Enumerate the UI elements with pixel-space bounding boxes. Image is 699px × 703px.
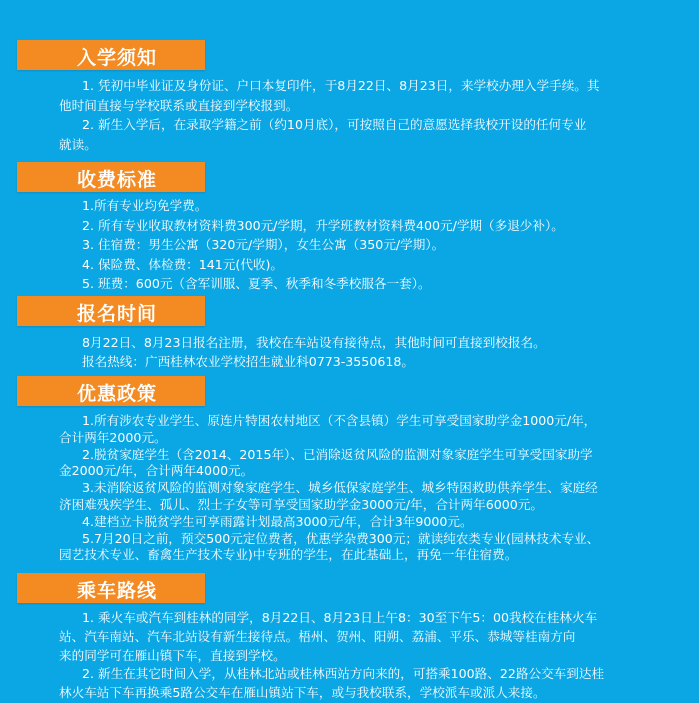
section-header-transport bbox=[17, 573, 205, 603]
text-line: 4. 保险费、体检费：141元(代收)。 bbox=[82, 256, 284, 272]
text-line: 1.所有专业均免学费。 bbox=[82, 198, 208, 213]
text-line: 8月22日、8月23日报名注册，我校在车站设有接待点，其他时间可直接到校报名。 bbox=[82, 335, 546, 350]
text-line: 他时间直接与学校联系或直接到学校报到。 bbox=[59, 97, 299, 113]
section-header-enrollment bbox=[17, 40, 205, 70]
text-line: 3.未消除返贫风险的监测对象家庭学生、城乡低保家庭学生、城乡特困救助供养学生、家庭经 bbox=[82, 480, 598, 496]
section-title: 收费标准 bbox=[77, 169, 158, 191]
section-title: 优惠政策 bbox=[77, 383, 158, 405]
section-body-registration bbox=[82, 333, 699, 371]
text-line: 报名热线：广西桂林农业学校招生就业科0773-3550618。 bbox=[82, 354, 414, 369]
text-line: 来的同学可在雁山镇下车，直接到学校。 bbox=[59, 647, 286, 663]
section-title: 报名时间 bbox=[77, 303, 158, 325]
text-line: 2. 新生入学后，在录取学籍之前（约10月底），可按照自己的意愿选择我校开设的任何专业 bbox=[82, 117, 587, 133]
section-body-policies bbox=[59, 413, 679, 564]
text-line: 2. 所有专业收取教材资料费300元/学期，升学班教材资料费400元/学期（多退少补）。 bbox=[82, 217, 564, 233]
section-body-fees bbox=[82, 196, 699, 294]
text-line: 合计两年2000元。 bbox=[59, 429, 167, 445]
section-body-enrollment bbox=[59, 76, 679, 154]
text-line: 2. 新生在其它时间入学，从桂林北站或桂林西站方向来的，可搭乘100路、22路公交车到达桂 bbox=[82, 666, 605, 682]
text-line: 就读。 bbox=[59, 136, 97, 152]
text-line: 5.7月20日之前，预交500元定位费者，优惠学杂费300元；就读纯农类专业(园林技术专业、 bbox=[82, 530, 600, 546]
text-line: 5. 班费：600元（含军训服、夏季、秋季和冬季校服各一套）。 bbox=[82, 276, 431, 292]
text-line: 2.脱贫家庭学生（含2014、2015年）、已消除返贫风险的监测对象家庭学生可享受国家助学 bbox=[82, 446, 593, 462]
section-header-registration bbox=[17, 296, 205, 326]
section-header-policies bbox=[17, 376, 205, 406]
text-line: 园艺技术专业、畜禽生产技术专业)中专班的学生，在此基础上，再免一年住宿费。 bbox=[59, 547, 518, 563]
section-header-fees bbox=[17, 162, 205, 192]
text-line: 4.建档立卡脱贫学生可享雨露计划最高3000元/年，合计3年9000元。 bbox=[82, 513, 473, 529]
text-line: 林火车站下车再换乘5路公交车在雁山镇站下车，或与我校联系，学校派车或派人来接。 bbox=[59, 685, 546, 701]
section-title: 入学须知 bbox=[77, 47, 158, 69]
text-line: 金2000元/年，合计两年4000元。 bbox=[59, 463, 254, 479]
text-line: 1. 乘火车或汽车到桂林的同学，8月22日、8月23日上午8：30至下午5：00我校在桂林火车 bbox=[82, 610, 598, 625]
text-line: 1.所有涉农专业学生、原连片特困农村地区（不含县镇）学生可享受国家助学金1000元/年， bbox=[82, 413, 597, 428]
text-line: 3. 住宿费：男生公寓（320元/学期），女生公寓（350元/学期）。 bbox=[82, 237, 445, 253]
section-body-transport bbox=[59, 609, 679, 703]
text-line: 站、汽车南站、汽车北站设有新生接待点。梧州、贺州、阳朔、荔浦、平乐、恭城等桂南方向 bbox=[59, 628, 576, 644]
text-line: 1. 凭初中毕业证及身份证、户口本复印件，于8月22日、8月23日，来学校办理入学手续。其 bbox=[82, 78, 600, 93]
text-line: 济困难残疾学生、孤儿、烈士子女等可享受国家助学金3000元/年，合计两年6000元。 bbox=[59, 496, 543, 512]
section-title: 乘车路线 bbox=[77, 580, 158, 602]
